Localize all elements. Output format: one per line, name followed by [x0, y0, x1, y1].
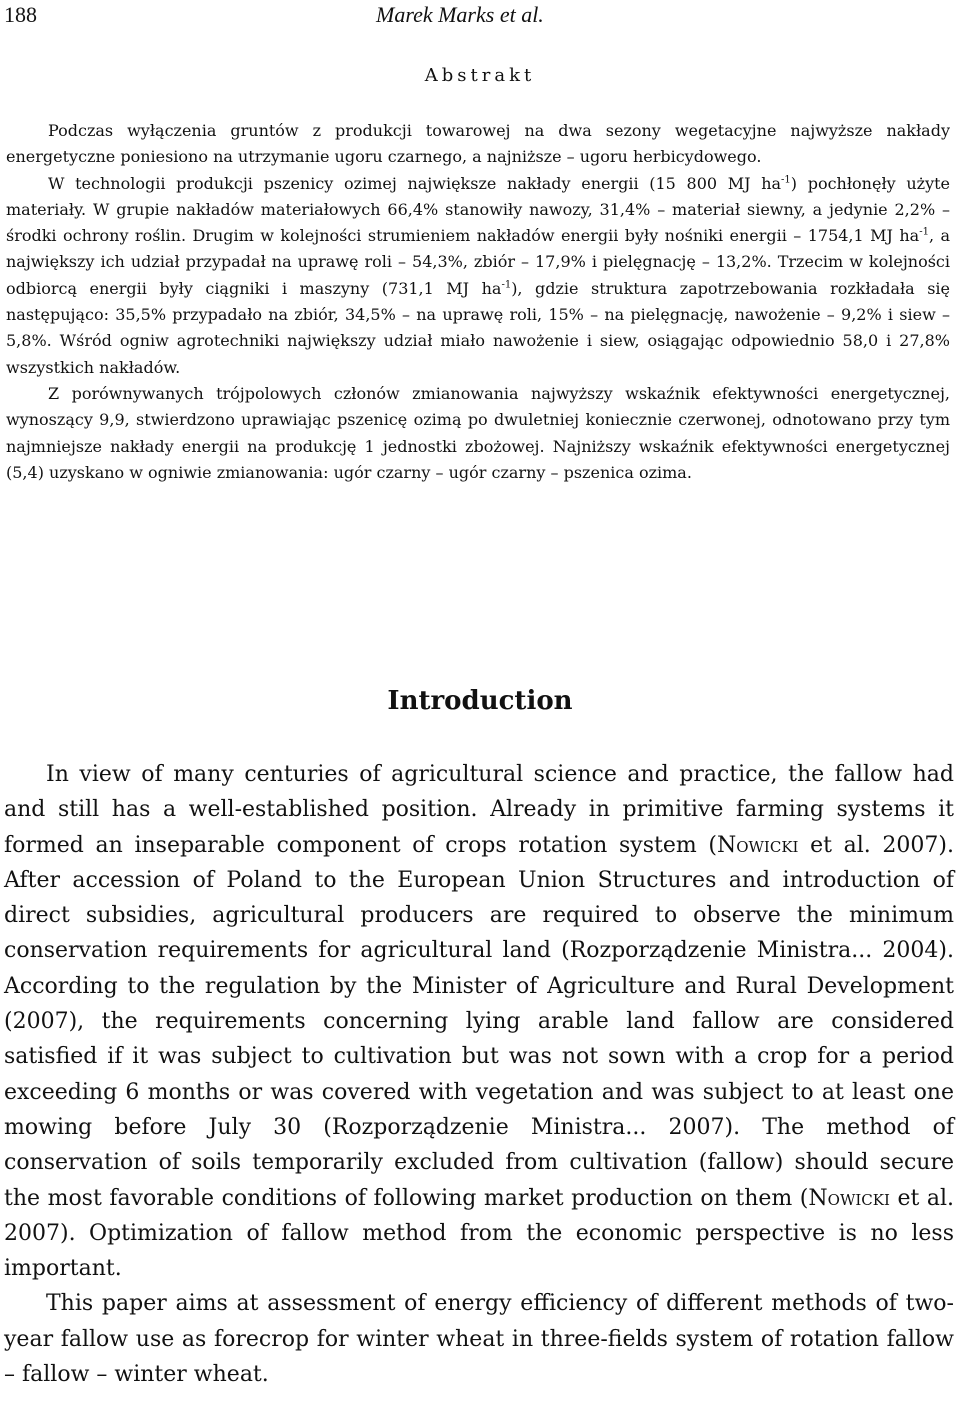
abstract-paragraph	[6, 381, 950, 486]
abstract-heading: Abstrakt	[424, 65, 536, 86]
page-number: 188	[4, 2, 37, 27]
superscript: -1	[919, 226, 929, 238]
abstract-text: Podczas wyłączenia gruntów z produkcji towarowej na dwa sezony wegetacyjne najwyższe nakłady energetyczne poniesiono na utrzymanie ugoru czarnego, a najniższe – ugoru herbicydowego.	[6, 121, 950, 167]
introduction-text: et al. 2007). After accession of Poland to the European Union Structures and introduction of direct subsidies, agricultural producers are required to observe the minimum conservation requirements for agricultural land (Rozporządzenie Ministra... 2004). According to the regulation by the Minister of Agriculture and Rural Development (2007), the requirements concerning lying arable land fallow are considered satisfied if it was subject to cultivation but was not sown with a crop for a period exceeding 6 months or was covered with vegetation and was subject to at least one mowing before July 30 (Rozporządzenie Ministra... 2007). The method of conservation of soils temporarily excluded from cultivation (fallow) should secure the most favorable conditions of following market production on them (	[4, 832, 954, 1211]
abstract-text: ) pochłonęły użyte materiały. W grupie nakładów materiałowych 66,4% stanowiły nawozy, 31,4% – materiał siewny, a jedynie 2,2% – środki ochrony roślin. Drugim w kolejności strumieniem nakładów energii były nośniki energii – 1754,1 MJ ha	[6, 173, 951, 246]
citation-author: Nowicki	[716, 832, 799, 858]
abstract-text: , a największy ich udział przypadał na uprawę roli – 54,3%, zbiór – 17,9% i pielęgnację – 13,2%. Trzecim w kolejności odbiorcą energii były ciągniki i maszyny (731,1 MJ ha	[6, 226, 950, 298]
running-head	[4, 2, 954, 32]
introduction-text: This paper aims at assessment of energy efficiency of different methods of two-year fallow use as forecrop for winter wheat in three-fields system of rotation fallow – fallow – winter wheat.	[4, 1291, 954, 1388]
abstract-paragraph	[6, 118, 950, 171]
abstract-text: W technologii produkcji pszenicy ozimej największe nakłady energii (15 800 MJ ha	[48, 173, 782, 193]
introduction-text: et al. 2007). Optimization of fallow method from the economic perspective is no less important.	[4, 1185, 954, 1282]
superscript: -1	[781, 174, 791, 186]
abstract-body	[6, 118, 950, 486]
running-head-authors: Marek Marks et al.	[376, 2, 544, 27]
abstract-text: ), gdzie struktura zapotrzebowania rozkładała się następująco: 35,5% przypadało na zbiór, 34,5% – na uprawę roli, 15% – na pielęgnację, nawożenie – 9,2% i siew – 5,8%. Wśród ogniw agrotechniki największy udział miało nawożenie i siew, osiągając odpowiednio 58,0 i 27,8% wszystkich nakładów.	[6, 278, 950, 377]
introduction-paragraph	[4, 757, 954, 1286]
section-heading-introduction: Introduction	[387, 686, 573, 716]
abstract-paragraph	[6, 171, 950, 381]
introduction-text: In view of many centuries of agricultural science and practice, the fallow had and still has a well-established position. Already in primitive farming systems it formed an inseparable component of crops rotation system (	[4, 762, 954, 858]
citation-author: Nowicki	[808, 1185, 890, 1211]
introduction-body	[4, 757, 954, 1392]
introduction-paragraph	[4, 1286, 954, 1392]
abstract-text: Z porównywanych trójpolowych członów zmianowania najwyższy wskaźnik efektywności energetycznej, wynoszący 9,9, stwierdzono uprawiając pszenicę ozimą po dwuletniej koniecznie czerwonej, odnotowano przy tym najmniejsze nakłady energii na produkcję 1 jednostki zbożowej. Najniższy wskaźnik efektywności energetycznej (5,4) uzyskano w ogniwie zmianowania: ugór czarny – ugór czarny – pszenica ozima.	[6, 383, 950, 482]
superscript: -1	[501, 279, 512, 291]
